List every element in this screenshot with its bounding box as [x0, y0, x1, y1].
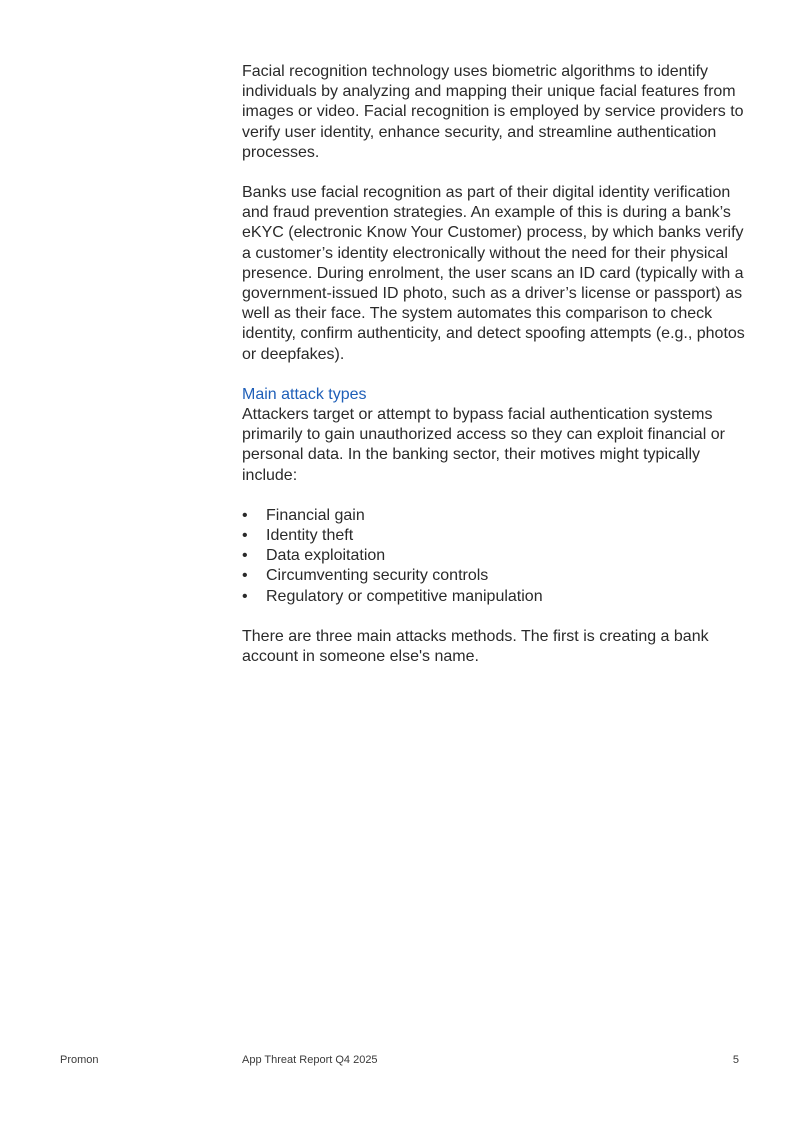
motives-list: [242, 506, 752, 607]
list-item: [242, 587, 752, 607]
bullet-icon: •: [242, 506, 248, 524]
list-item-text: Regulatory or competitive manipulation: [266, 587, 543, 605]
list-item-text: Data exploitation: [266, 547, 386, 565]
bullet-icon: •: [242, 547, 248, 565]
document-body: [242, 62, 752, 667]
list-item: [242, 546, 752, 566]
section-heading: Main attack types: [242, 385, 367, 403]
footer-page-number: 5: [732, 1054, 739, 1066]
list-item-text: Circumventing security controls: [266, 567, 489, 585]
footer-company: Promon: [60, 1054, 99, 1066]
intro-paragraph-2: Banks use facial recognition as part of their digital identity verification and fraud prevention strategies. An example of this is during a bank’s eKYC (electronic Know Your Customer) process, by which banks verify a customer’s identity electronically without the need for their physical presence. During enrolment, the user scans an ID card (typically with a government-issued ID photo, such as a driver’s license or passport) as well as their face. The system automates this comparison to check identity, confirm authenticity, and detect spoofing attempts (e.g., photos or deepfakes).: [242, 184, 745, 363]
list-item-text: Financial gain: [266, 506, 365, 524]
list-item: [242, 566, 752, 586]
bullet-icon: •: [242, 527, 248, 545]
bullet-icon: •: [242, 587, 248, 605]
list-item: [242, 526, 752, 546]
closing-paragraph: There are three main attacks methods. The first is creating a bank account in someone else's name.: [242, 627, 709, 666]
section-paragraph: Attackers target or attempt to bypass facial authentication systems primarily to gain unauthorized access so they can exploit financial or personal data. In the banking sector, their motives might typically include:: [242, 406, 725, 484]
footer-report-title: App Threat Report Q4 2025: [242, 1054, 378, 1066]
list-item: [242, 506, 752, 526]
bullet-icon: •: [242, 567, 248, 585]
intro-paragraph-1: Facial recognition technology uses biometric algorithms to identify individuals by analyzing and mapping their unique facial features from images or video. Facial recognition is employed by service providers to verify user identity, enhance security, and streamline authentication processes.: [242, 63, 744, 161]
list-item-text: Identity theft: [266, 527, 354, 545]
